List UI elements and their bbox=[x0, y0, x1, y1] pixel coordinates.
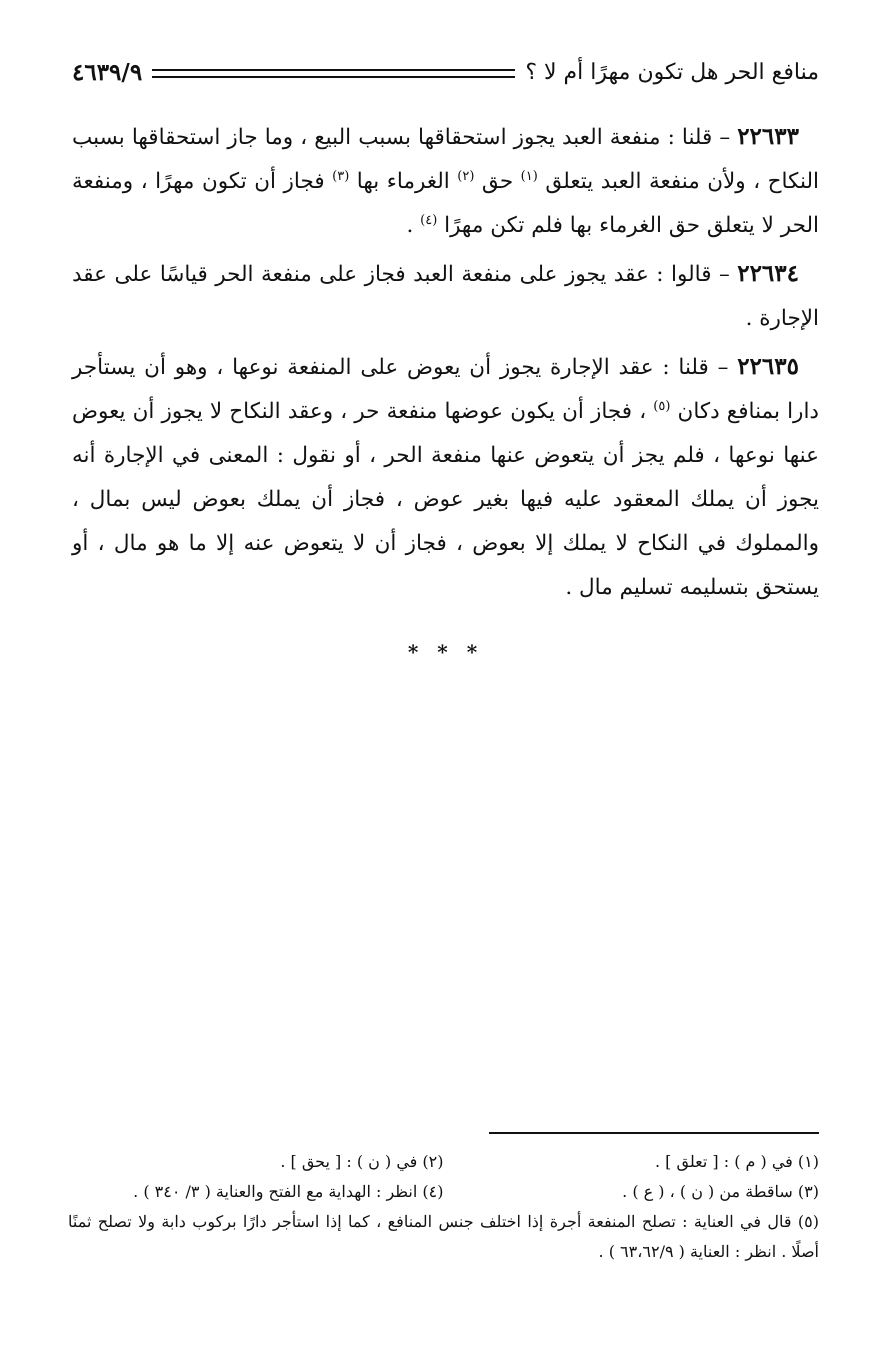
footnote-row bbox=[68, 1177, 819, 1207]
footnote-5: (٥) قال في العناية : تصلح المنفعة أجرة إذا اختلف جنس المنافع ، كما إذا استأجر دارًا بركوب دابة ولا تصلح ثمنًا أصلًا . انظر : العناية ( ٦٣،٦٢/٩ ) . bbox=[68, 1212, 819, 1261]
paragraph-text: حق bbox=[474, 169, 521, 194]
footnote-ref-1[interactable]: (١) bbox=[520, 169, 538, 184]
paragraph-text: – قلنا : عقد الإجارة يجوز أن يعوض على المنفعة نوعها ، وهو أن يستأجر دارا بمنافع دكان bbox=[72, 355, 819, 424]
page-number: ٤٦٣٩/٩ bbox=[72, 59, 143, 86]
paragraph-number: ٢٢٦٣٥ bbox=[737, 353, 799, 380]
running-header bbox=[72, 56, 819, 90]
paragraph-22633 bbox=[72, 115, 819, 248]
paragraph-number: ٢٢٦٣٣ bbox=[737, 123, 799, 150]
footnote-1: (١) في ( م ) : [ تعلق ] . bbox=[654, 1152, 819, 1171]
footnote-3: (٣) ساقطة من ( ن ) ، ( ع ) . bbox=[622, 1182, 819, 1201]
footnote-divider bbox=[489, 1132, 819, 1134]
body-text bbox=[72, 115, 819, 674]
paragraph-22634 bbox=[72, 252, 819, 341]
paragraph-22635 bbox=[72, 345, 819, 610]
header-title: منافع الحر هل تكون مهرًا أم لا ؟ bbox=[525, 60, 819, 85]
paragraph-number: ٢٢٦٣٤ bbox=[737, 260, 799, 287]
paragraph-text: الغرماء بها bbox=[349, 169, 458, 194]
paragraph-text: – قالوا : عقد يجوز على منفعة العبد فجاز على منفعة الحر قياسًا على عقد الإجارة . bbox=[72, 262, 819, 331]
footnotes bbox=[68, 1147, 819, 1267]
paragraph-text: فجاز أن تكون مهرًا ، ومنفعة الحر لا يتعلق حق الغرماء بها فلم تكن مهرًا bbox=[72, 169, 819, 238]
footnote-ref-3[interactable]: (٣) bbox=[332, 169, 350, 184]
header-double-rule bbox=[152, 69, 515, 78]
footnote-row bbox=[68, 1147, 819, 1177]
footnote-ref-2[interactable]: (٢) bbox=[457, 169, 475, 184]
footnote-2: (٢) في ( ن ) : [ يحق ] . bbox=[280, 1152, 444, 1171]
paragraph-text: . bbox=[406, 213, 421, 238]
paragraph-text: ، فجاز أن يكون عوضها منفعة حر ، وعقد النكاح لا يجوز أن يعوض عنها نوعها ، فلم يجز أن يتعوض عنها منفعة الحر ، أو نقول : المعنى في الإجارة أنه يجوز أن يملك المعقود عليه فيها بغير عوض ، فجاز أن يملك بعوض ليس بمال ، والمملوك في النكاح لا يملك إلا بعوض ، فجاز أن لا يتعوض عنه إلا ما هو مال ، أو يستحق بتسليمه تسليم مال . bbox=[72, 399, 819, 600]
footnote-ref-5[interactable]: (٥) bbox=[653, 399, 671, 414]
section-separator: * * * bbox=[407, 640, 484, 664]
footnote-4: (٤) انظر : الهداية مع الفتح والعناية ( ٣/ ٣٤٠ ) . bbox=[133, 1182, 444, 1201]
paragraph-text: – قلنا : منفعة العبد يجوز استحقاقها بسبب البيع ، وما جاز استحقاقها بسبب النكاح ، ولأن منفعة العبد يتعلق bbox=[72, 125, 819, 194]
footnote-ref-4[interactable]: (٤) bbox=[420, 213, 438, 228]
